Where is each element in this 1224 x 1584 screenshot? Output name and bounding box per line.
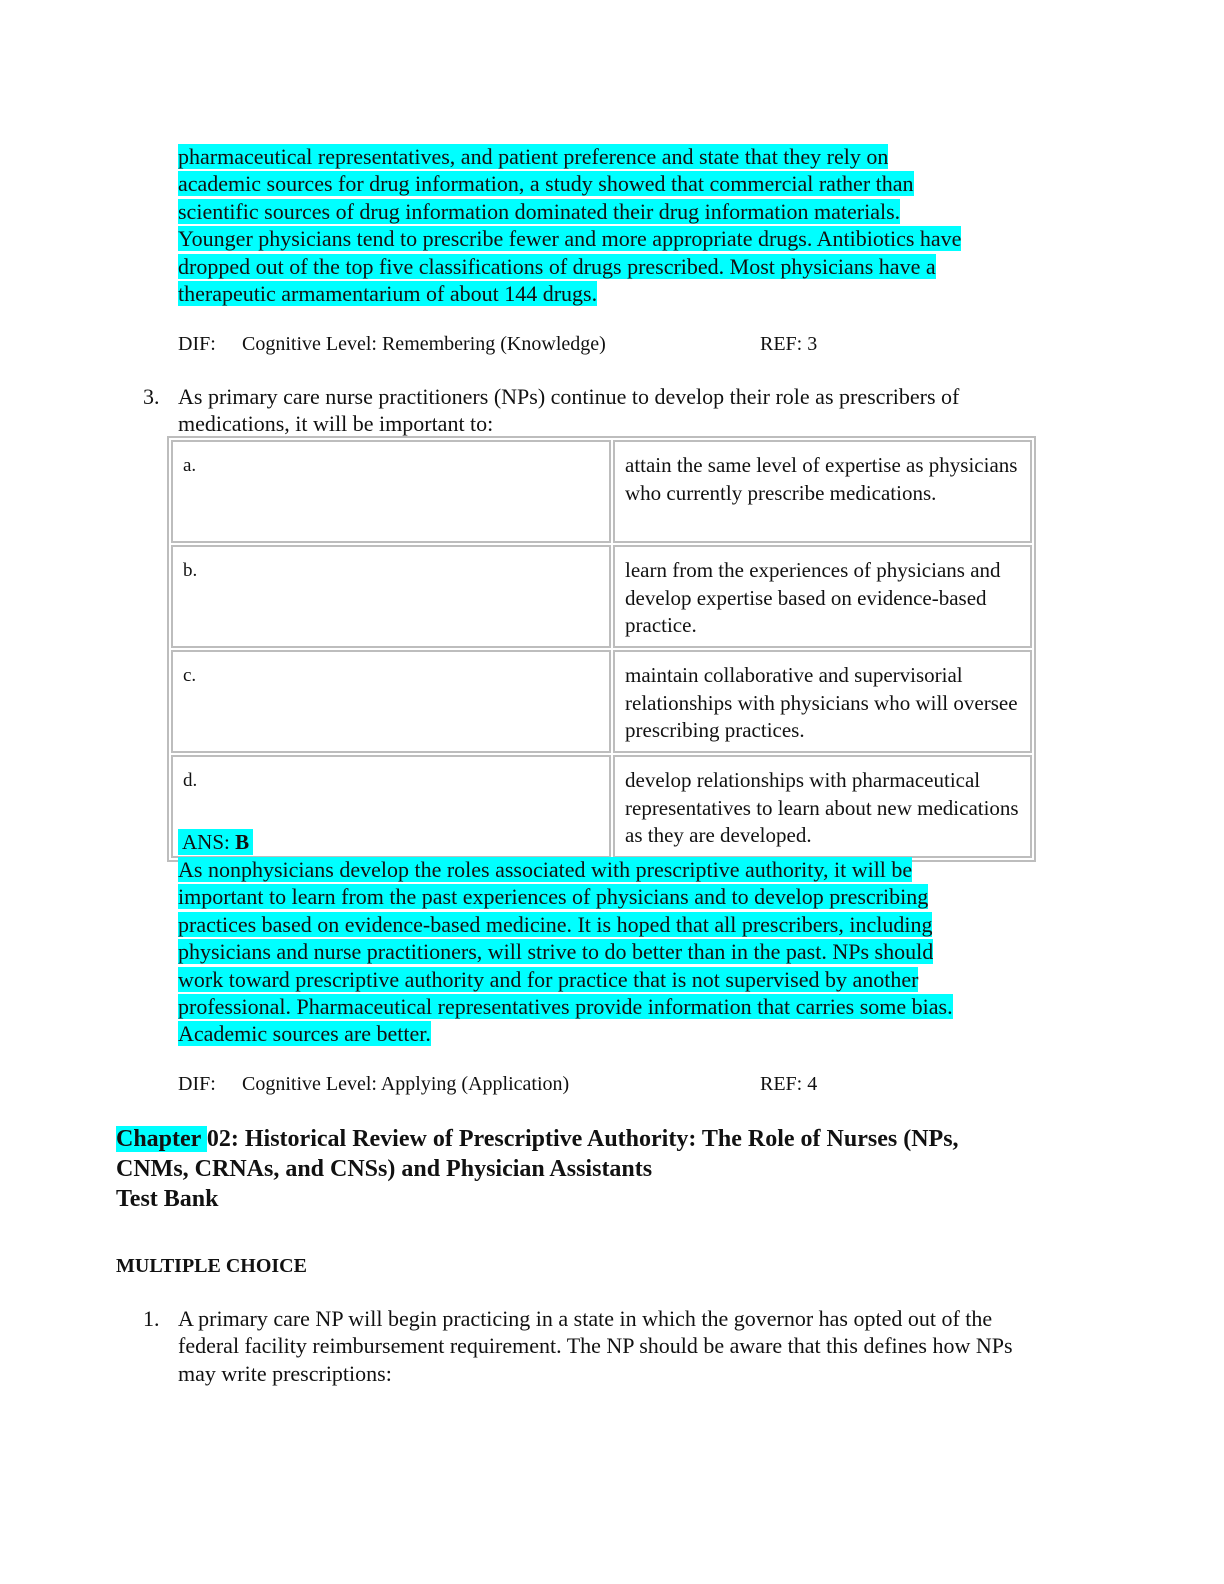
reference: REF: 3 — [760, 333, 818, 355]
rationale-line: Younger physicians tend to prescribe fewer and more appropriate drugs. Antibiotics have — [178, 226, 962, 252]
chapter-subtitle: Test Bank — [116, 1186, 219, 1212]
difficulty-label: DIF: — [178, 333, 216, 355]
rationale-line: work toward prescriptive authority and for practice that is not supervised by another — [178, 966, 919, 992]
choice-text: attain the same level of expertise as physicians who currently prescribe medications. — [613, 440, 1032, 543]
choice-row — [171, 650, 1032, 753]
chapter-word: Chapter — [116, 1126, 207, 1152]
choice-text: develop relationships with pharmaceutical representatives to learn about new medications as they are developed. — [613, 755, 1032, 858]
answer-letter: B — [235, 830, 250, 854]
answer-choices-table — [167, 436, 1036, 862]
rationale-line: As nonphysicians develop the roles associated with prescriptive authority, it will be — [178, 857, 913, 882]
rationale-line: pharmaceutical representatives, and patient preference and state that they rely on — [178, 144, 889, 169]
question-number: 3. — [143, 384, 160, 409]
question-stem: A primary care NP will begin practicing in a state in which the governor has opted out of the federal facility reimbursement requirement. The NP should be aware that this defines how NPs may write prescriptions: — [178, 1306, 1013, 1386]
rationale-line: physicians and nurse practitioners, will strive to do better than in the past. NPs should — [178, 939, 934, 965]
section-heading: MULTIPLE CHOICE — [116, 1255, 307, 1277]
choice-row — [171, 755, 1032, 858]
answer-rationale — [178, 856, 1028, 1048]
rationale-line: scientific sources of drug information dominated their drug information materials. — [178, 198, 901, 224]
answer-label: ANS: — [182, 830, 230, 854]
cognitive-level: Cognitive Level: Remembering (Knowledge) — [242, 333, 606, 355]
rationale-line: Academic sources are better. — [178, 1021, 431, 1047]
chapter-title-line-1: 02: Historical Review of Prescriptive Authority: The Role of Nurses (NPs, — [206, 1126, 959, 1152]
choice-letter: d. — [171, 755, 611, 858]
rationale-line: professional. Pharmaceutical representatives provide information that carries some bias. — [178, 994, 953, 1020]
chapter-title-line-2: CNMs, CRNAs, and CNSs) and Physician Assistants — [116, 1156, 653, 1182]
question-number: 1. — [143, 1306, 160, 1331]
chapter-heading — [116, 1124, 1096, 1214]
choice-text: learn from the experiences of physicians and develop expertise based on evidence-based practice. — [613, 545, 1032, 648]
reference: REF: 4 — [760, 1073, 818, 1095]
difficulty-label: DIF: — [178, 1073, 216, 1095]
choice-text: maintain collaborative and supervisorial relationships with physicians who will oversee prescribing practices. — [613, 650, 1032, 753]
choice-letter: a. — [171, 440, 611, 543]
question-stem: As primary care nurse practitioners (NPs) continue to develop their role as prescribers of medications, it will be important to: — [178, 384, 960, 437]
choice-letter: b. — [171, 545, 611, 648]
previous-rationale — [178, 143, 1028, 307]
choice-letter: c. — [171, 650, 611, 753]
rationale-line: dropped out of the top five classifications of drugs prescribed. Most physicians have a — [178, 253, 936, 279]
rationale-line: practices based on evidence-based medicine. It is hoped that all prescribers, including — [178, 911, 933, 937]
choice-row — [171, 545, 1032, 648]
rationale-line: academic sources for drug information, a study showed that commercial rather than — [178, 171, 914, 197]
answer-key — [178, 829, 253, 855]
rationale-line: important to learn from the past experiences of physicians and to develop prescribing — [178, 884, 929, 910]
choice-row — [171, 440, 1032, 543]
rationale-line: therapeutic armamentarium of about 144 drugs. — [178, 281, 598, 307]
cognitive-level: Cognitive Level: Applying (Application) — [242, 1073, 570, 1095]
